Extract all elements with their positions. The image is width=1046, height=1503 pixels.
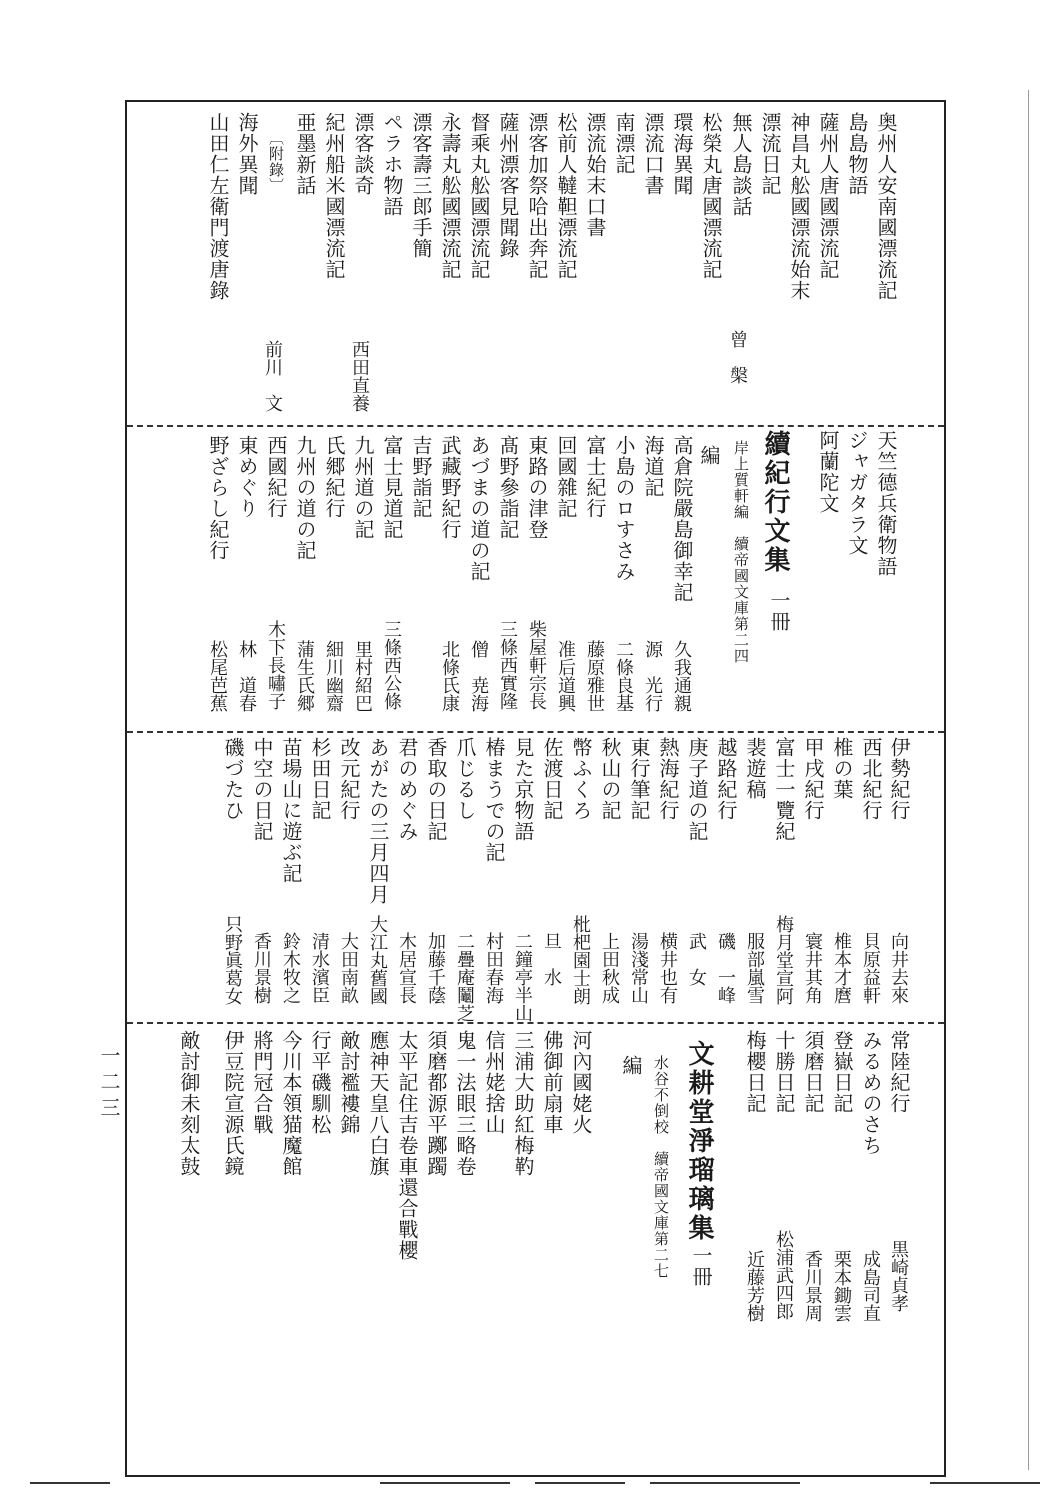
- title-entry: 松前人韃靼漂流記: [554, 112, 578, 280]
- title-entry: 須磨日記: [801, 1030, 825, 1114]
- title-entry: 改元紀行: [337, 737, 361, 821]
- author-entry: 栗本鋤雲: [831, 1250, 852, 1322]
- play-entry: 信州姥捨山: [482, 1030, 506, 1135]
- title-entry: 神昌丸舩國漂流始末: [787, 112, 811, 301]
- bottom-rule: [30, 1482, 110, 1484]
- play-entry: 應神天皇八白旗: [366, 1030, 390, 1177]
- author-entry: 二疊庵鬮芝: [454, 932, 475, 1022]
- author-entry: 松尾芭蕉: [207, 640, 228, 712]
- title-entry: 杉田日記: [308, 737, 332, 821]
- author-entry: 只野眞葛女: [222, 915, 243, 1005]
- title-entry: 松榮丸唐國漂流記: [699, 112, 723, 280]
- title-entry: 東行筆記: [627, 737, 651, 821]
- compile-label: 編: [619, 1055, 643, 1076]
- title-entry: 南漂記: [612, 112, 636, 175]
- title-entry: 薩州漂客見聞錄: [496, 112, 520, 259]
- author-entry: 久我通親: [671, 640, 692, 712]
- title-entry: 幣ふくろ: [569, 737, 593, 821]
- title-entry: ペラホ物語: [380, 112, 404, 217]
- title-entry: 伊勢紀行: [887, 737, 911, 821]
- author-entry: 枇杷園士朗: [570, 915, 591, 1005]
- author-entry: 磯 一峰: [715, 932, 736, 1004]
- title-entry: 島島物語: [845, 112, 869, 196]
- section-divider: [127, 1022, 944, 1024]
- author-entry: 湯淺常山: [628, 932, 649, 1004]
- title-entry: 海道記: [641, 435, 665, 498]
- author-entry: 僧 尭海: [468, 640, 489, 712]
- author-entry: 北條氏康: [439, 640, 460, 712]
- author-entry: 柴屋軒宗長: [526, 620, 547, 710]
- title-entry: 裴遊稿: [743, 737, 767, 800]
- play-entry: 須磨都源平躑躅: [424, 1030, 448, 1177]
- collection-title: 續紀行文集: [760, 430, 790, 575]
- author-entry: 向井去來: [888, 932, 909, 1004]
- title-entry: 磯づたひ: [221, 737, 245, 821]
- title-entry: 香取の日記: [424, 737, 448, 842]
- title-entry: 梅櫻日記: [743, 1030, 767, 1114]
- author-entry: 近藤芳樹: [744, 1250, 765, 1322]
- play-entry: 敵討御未刻太鼓: [177, 1030, 201, 1177]
- author-entry: 寰井其角: [802, 932, 823, 1004]
- author-entry: 梅月堂宣阿: [773, 915, 794, 1005]
- title-entry: 髙野參詣記: [496, 435, 520, 540]
- play-entry: 河內國姥火: [569, 1030, 593, 1135]
- title-entry: 漂流口書: [641, 112, 665, 196]
- author-entry: 二條良基: [613, 640, 634, 712]
- title-entry: 富士一覽紀: [772, 737, 796, 842]
- author-entry: 里村紹巴: [352, 640, 373, 712]
- author-entry: 村田春海: [483, 932, 504, 1004]
- title-entry: 督乘丸舩國漂流記: [467, 112, 491, 280]
- title-entry: 山田仁左衛門渡唐錄: [206, 112, 230, 301]
- title-entry: 天竺德兵衛物語: [874, 430, 898, 577]
- title-entry: 君のめぐみ: [395, 737, 419, 842]
- author-entry: 西田直養: [349, 340, 370, 412]
- title-entry: 富士紀行: [583, 435, 607, 519]
- bottom-rule: [930, 1482, 1040, 1484]
- author-entry: 源 光行: [642, 640, 663, 712]
- compile-label: 編: [697, 445, 721, 466]
- author-entry: 木下長嘯子: [265, 620, 286, 710]
- title-entry: あづまの道の記: [467, 435, 491, 582]
- title-entry: 中空の日記: [250, 737, 274, 842]
- page-number: 一二三: [97, 1045, 121, 1123]
- play-entry: 敵討襤褸錦: [337, 1030, 361, 1135]
- title-entry: 椿まうでの記: [482, 737, 506, 863]
- title-entry: みるめのさち: [859, 1030, 883, 1156]
- collection-volume: 一冊: [767, 590, 791, 632]
- title-entry: 小島のロすさみ: [612, 435, 636, 582]
- title-entry: 爪じるし: [453, 737, 477, 821]
- author-entry: 細川幽齋: [323, 640, 344, 712]
- title-entry: 永壽丸舩國漂流記: [438, 112, 462, 280]
- title-entry: 亜墨新話: [293, 112, 317, 196]
- author-entry: 藤原雅世: [584, 640, 605, 712]
- title-entry: 漂流日記: [758, 112, 782, 196]
- title-entry: 環海異聞: [670, 112, 694, 196]
- author-entry: 加藤千蔭: [425, 932, 446, 1004]
- title-entry: 越路紀行: [714, 737, 738, 821]
- title-entry: あがたの三月四月: [366, 737, 390, 905]
- title-entry: 海外異聞: [235, 112, 259, 196]
- author-entry: 松浦武四郎: [773, 1230, 794, 1320]
- title-entry: 奥州人安南國漂流記: [874, 112, 898, 301]
- bottom-rule: [380, 1482, 510, 1484]
- title-entry: 十勝日記: [772, 1030, 796, 1114]
- play-entry: 鬼一法眼三略卷: [453, 1030, 477, 1177]
- author-entry: 服部嵐雪: [744, 932, 765, 1004]
- author-entry: 木居宣長: [396, 932, 417, 1004]
- play-entry: 佛御前扇車: [540, 1030, 564, 1135]
- play-entry: 伊豆院宣源氏鏡: [221, 1030, 245, 1177]
- author-entry: 曾 槃: [727, 330, 748, 384]
- author-entry: 三條西公條: [381, 620, 402, 710]
- author-entry: 上田秋成: [599, 932, 620, 1004]
- author-entry: 黒崎貞孝: [888, 1240, 909, 1312]
- title-entry: 漂客壽三郎手簡: [409, 112, 433, 259]
- play-entry: 太平記住吉卷車還合戰櫻: [395, 1030, 419, 1261]
- title-entry: 九州道の記: [351, 435, 375, 540]
- title-entry: 東めぐり: [235, 435, 259, 519]
- title-entry: 高倉院嚴島御幸記: [670, 435, 694, 603]
- bottom-rule: [535, 1482, 625, 1484]
- title-entry: 薩州人唐國漂流記: [816, 112, 840, 280]
- collection-note: 水谷不倒校 續帝國文庫第二七: [652, 1055, 670, 1279]
- title-entry: 野ざらし紀行: [206, 435, 230, 561]
- title-entry: 椎の葉: [830, 737, 854, 800]
- author-entry: 清水濱臣: [309, 932, 330, 1004]
- title-entry: 庚子道の記: [685, 737, 709, 842]
- title-entry: 漂流始末口書: [583, 112, 607, 238]
- author-entry: 香川景樹: [251, 932, 272, 1004]
- title-entry: 常陸紀行: [887, 1030, 911, 1114]
- title-entry: 佐渡日記: [540, 737, 564, 821]
- author-entry: 二鐘亭半山: [512, 932, 533, 1022]
- title-entry: 武藏野紀行: [438, 435, 462, 540]
- author-entry: 武 女: [686, 932, 707, 986]
- title-entry: 阿蘭陀文: [816, 430, 840, 514]
- title-entry: 苗場山に遊ぶ記: [279, 737, 303, 884]
- title-entry: 見た京物語: [511, 737, 535, 842]
- collection-title: 文耕堂淨瑠璃集: [684, 1040, 714, 1243]
- title-entry: 吉野詣記: [409, 435, 433, 519]
- title-entry: 富士見道記: [380, 435, 404, 540]
- section-divider: [127, 425, 944, 427]
- title-entry: 東路の津登: [525, 435, 549, 540]
- title-entry: 熱海紀行: [656, 737, 680, 821]
- page-edge: [1028, 90, 1029, 1470]
- section-divider: [127, 731, 944, 733]
- title-entry: 九州の道の記: [293, 435, 317, 561]
- title-entry: 西北紀行: [859, 737, 883, 821]
- author-entry: 横井也有: [657, 932, 678, 1004]
- author-entry: 香川景周: [802, 1250, 823, 1322]
- author-entry: 前川 文: [262, 340, 283, 412]
- play-entry: 行平磯馴松: [308, 1030, 332, 1135]
- author-entry: 大江丸舊國: [367, 915, 388, 1005]
- play-entry: 三浦大助紅梅靮: [511, 1030, 535, 1177]
- author-entry: 大田南畝: [338, 932, 359, 1004]
- title-entry: ジャガタラ文: [845, 430, 869, 556]
- title-entry: 氏郷紀行: [322, 435, 346, 519]
- title-entry: 漂客談奇: [351, 112, 375, 196]
- author-entry: 蒲生氏郷: [294, 640, 315, 712]
- play-entry: 將門冠合戰: [250, 1030, 274, 1135]
- title-entry: 無人島談話: [729, 112, 753, 217]
- author-entry: 貝原益軒: [860, 932, 881, 1004]
- author-entry: 成島司直: [860, 1250, 881, 1322]
- play-entry: 今川本領猫魔館: [279, 1030, 303, 1177]
- title-entry: 回國雜記: [554, 435, 578, 519]
- title-entry: 登嶽日記: [830, 1030, 854, 1114]
- author-entry: 准后道興: [555, 640, 576, 712]
- title-entry: 漂客加祭哈出奔記: [525, 112, 549, 280]
- author-entry: 鈴木牧之: [280, 932, 301, 1004]
- collection-note: 岸上質軒編 續帝國文庫第二四: [732, 440, 750, 664]
- bottom-rule: [650, 1482, 800, 1484]
- title-entry: 西國紀行: [264, 435, 288, 519]
- appendix-label: 〔附錄〕: [267, 130, 285, 194]
- title-entry: 紀州船米國漂流記: [322, 112, 346, 280]
- author-entry: 旦 水: [541, 932, 562, 986]
- author-entry: 椎本才麿: [831, 932, 852, 1004]
- title-entry: 甲戌紀行: [801, 737, 825, 821]
- author-entry: 林 道春: [236, 640, 257, 712]
- author-entry: 三條西實隆: [497, 620, 518, 710]
- title-entry: 秋山の記: [598, 737, 622, 821]
- collection-volume: 一冊: [689, 1245, 713, 1287]
